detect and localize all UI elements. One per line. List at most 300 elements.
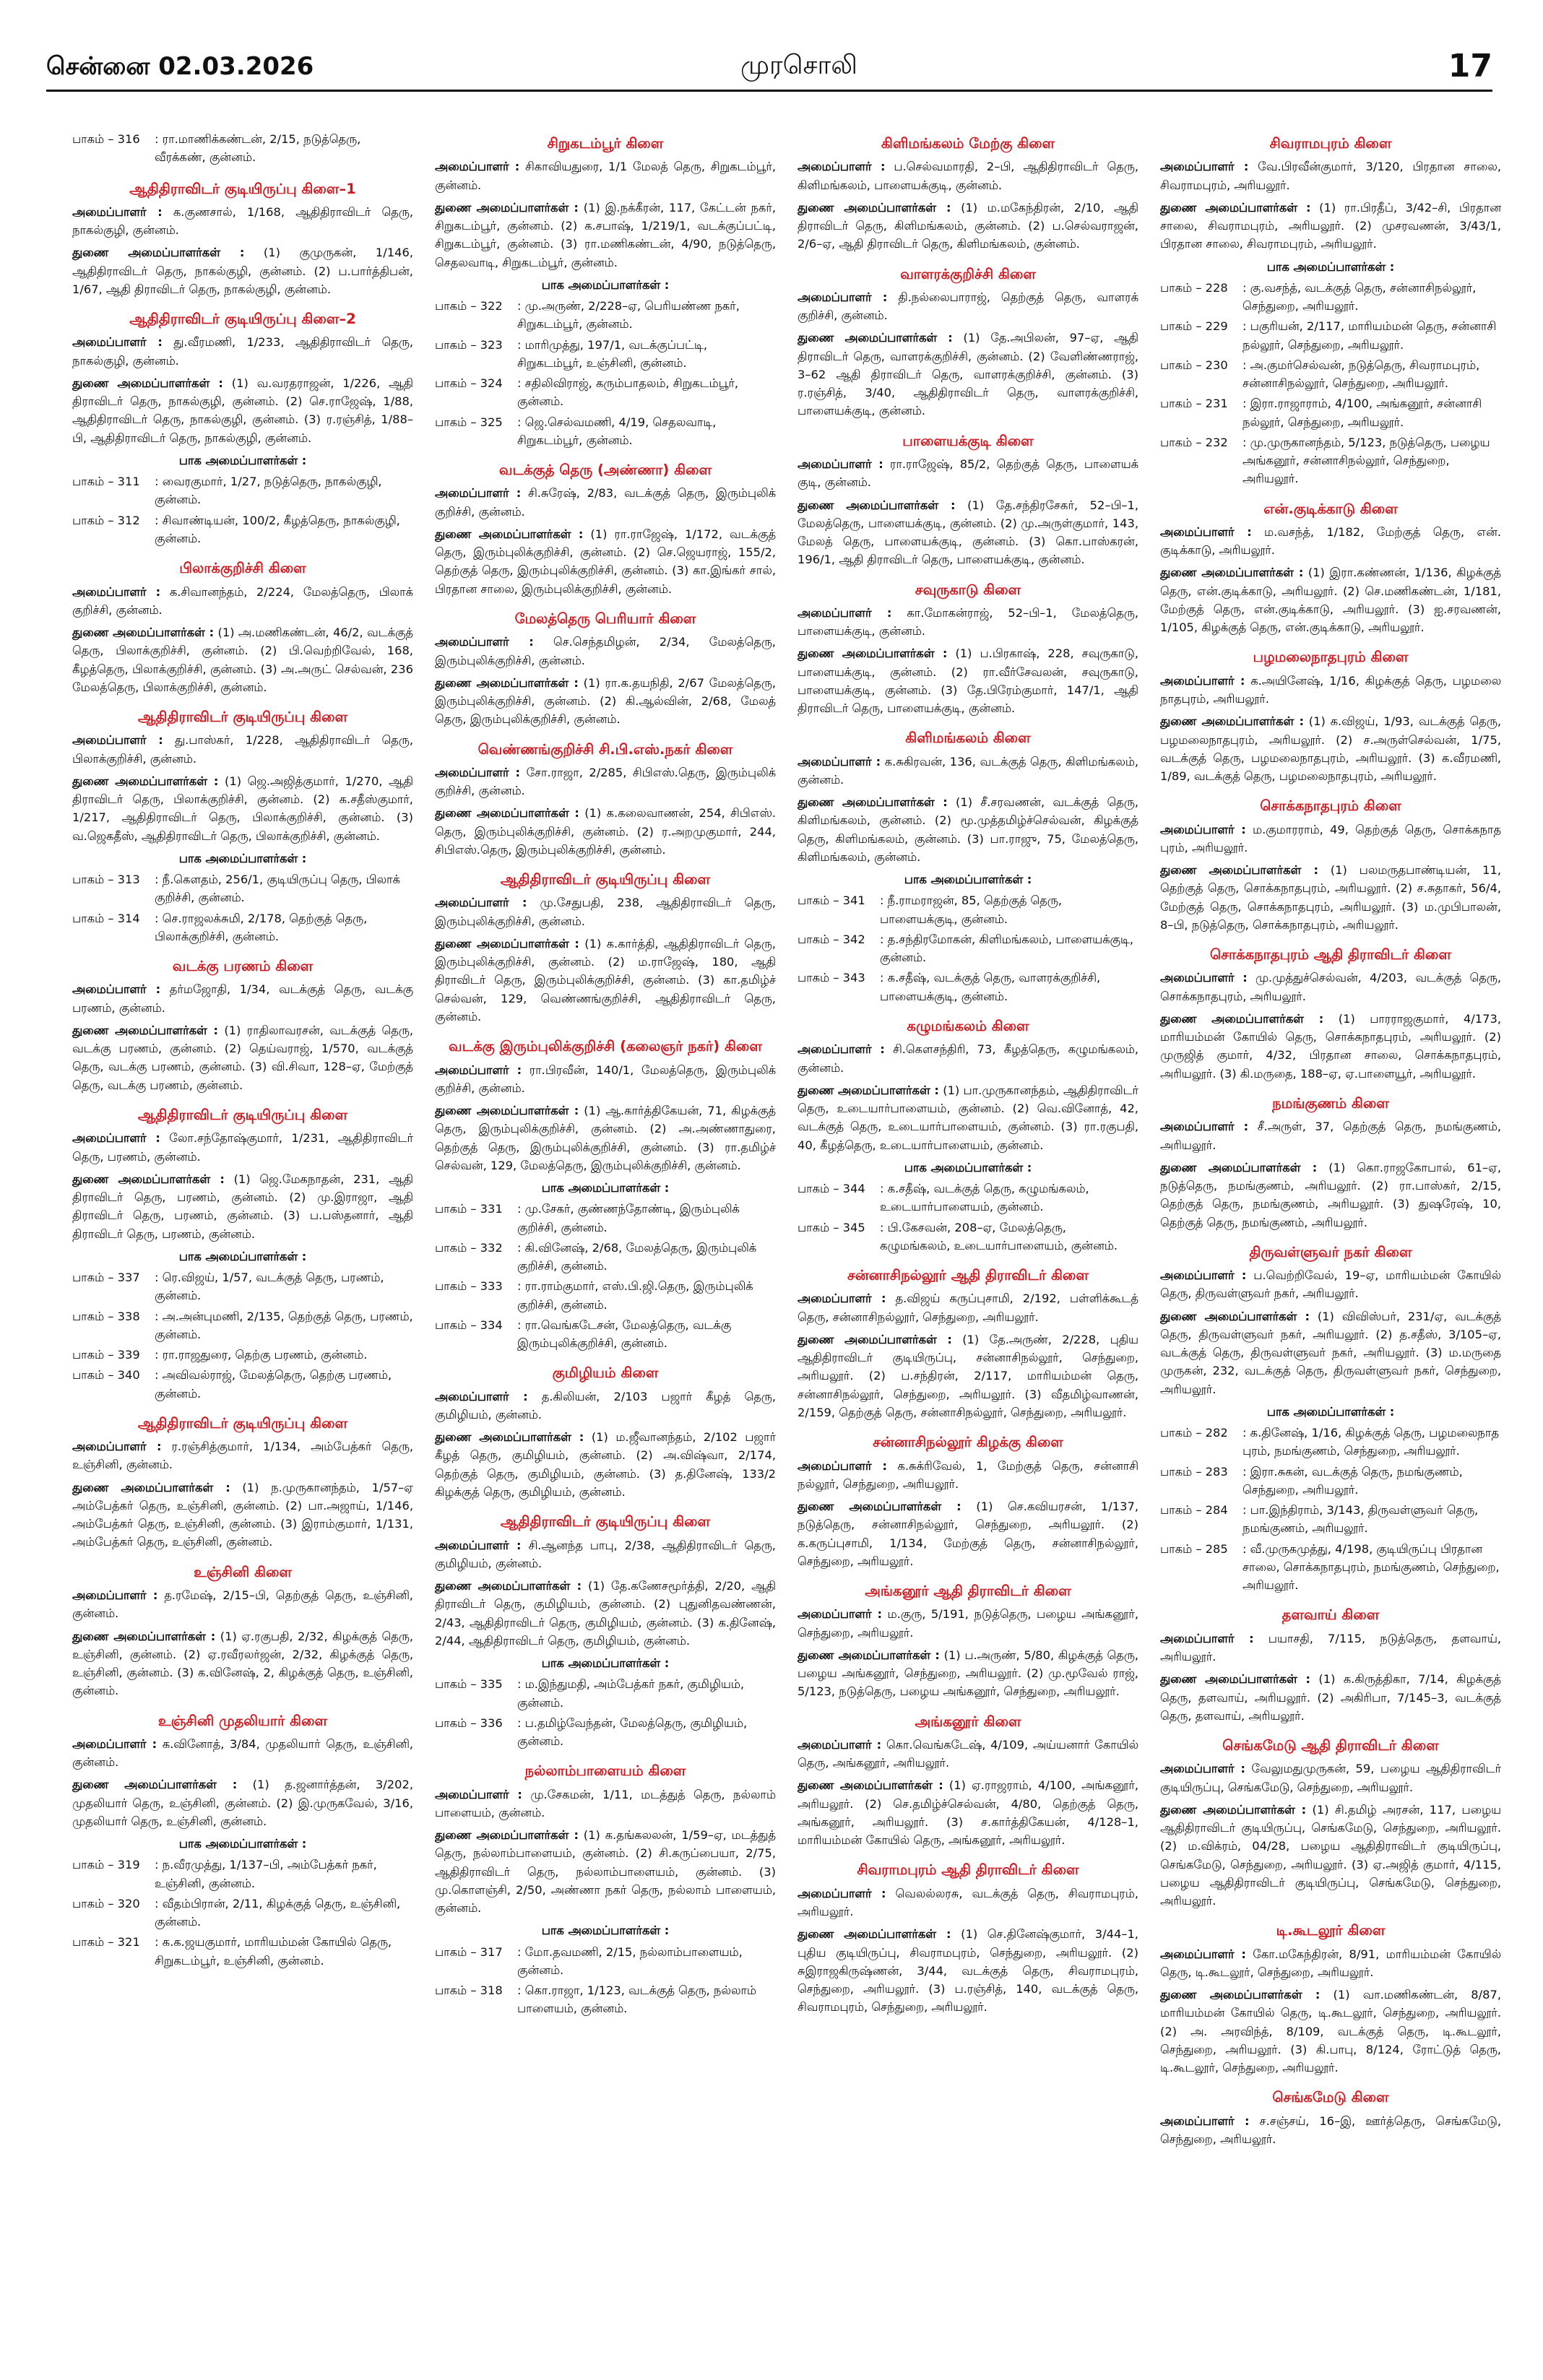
deputy-para [72,1775,413,1830]
paga-title: பாக அமைப்பாளர்கள் : [904,873,1032,887]
paga-number: பாகம் – 283 [1160,1464,1228,1479]
organizer-text: தர்மஜோதி, 1/34, வடக்குத் தெரு, வடக்கு பரணம், குன்னம். [72,982,413,1015]
organizer-para [798,1040,1138,1077]
paga-text: : பா.இந்திராம், 3/143, திருவள்ளுவர் தெரு, நமங்குணம், அரியலூர். [1242,1503,1479,1536]
organizer-label: அமைப்பாளர் : [72,584,161,599]
branch-section [72,310,413,548]
deputy-label: துணை அமைப்பாளர்கள் : [435,1104,579,1118]
paga-number: பாகம் – 232 [1160,435,1228,449]
branch-section [798,432,1138,569]
organizer-para [435,484,776,521]
organizer-text: த.கிலியன், 2/103 பஜார் கீழத் தெரு, குமிழியம், குன்னம். [435,1389,776,1421]
deputy-label: துணை அமைப்பாளர்கள் : [435,1430,584,1445]
paga-row [72,1856,413,1892]
organizer-label: அமைப்பாளர் : [72,982,161,997]
deputy-label: துணை அமைப்பாளர்கள் : [72,1629,216,1643]
deputy-text: (1) பலமருதபாண்டியன், 11, தெற்குத் தெரு, சொக்கநாதபுரம், அரியலூர். (2) ச.சுதாகர், 56/4, மேற்குத் தெரு, சொக்கநாதபுரம், அரியலூர். (3) ம.முபிபாலன், 8–பி, நடுத்தெரு, சொக்கநாதபுரம், அரியலூர். [1160,863,1501,932]
paga-row [72,511,413,548]
branch-heading: பிலாக்குறிச்சி கிளை [179,560,306,577]
branch-heading: அங்கனூர் ஆதி திராவிடர் கிளை [865,1583,1071,1599]
organizer-text: க.குணசால், 1/168, ஆதிதிராவிடர் தெரு, நாகல்குழி, குன்னம். [72,204,413,238]
organizer-label: அமைப்பாளர் : [72,335,163,350]
deputy-label: துணை அமைப்பாளர்கள் : [72,1778,238,1792]
organizer-text: ர.ரஞ்சித்குமார், 1/134, அம்பேத்கர் தெரு, உஞ்சினி, குன்னம். [72,1440,413,1472]
paga-text: : ஜெ.செல்வமணி, 4/19, செதலவாடி, சிறுகடம்பூர், குன்னம். [517,415,717,447]
deputy-text: (1) இ.நக்கீரன், 117, கேட்டன் நகர், சிறுகடம்பூர், குன்னம். (2) க.சபாஷ், 1/219/1, வடக்குப்பட்டி, சிறுகடம்பூர், குன்னம். (3) ரா.மணிகண்டன், 4/90, நடுத்தெரு, செதலவாடி, சிறுகடம்பூர், குன்னம். [435,200,776,269]
paga-text: : இரா.சுகன், வடக்குத் தெரு, நமங்குணம், செந்துறை, அரியலூர். [1242,1464,1463,1497]
paga-row [72,1307,413,1344]
paga-number: பாகம் – 230 [1160,358,1228,372]
paga-text: : பி.கேசவன், 208–ஏ, மேலத்தெரு, கழுமங்கலம், உடையார்பாளையம், குன்னம். [880,1220,1118,1252]
deputy-para [435,1102,776,1174]
branch-heading: கிளிமங்கலம் மேற்கு கிளை [881,135,1055,152]
branch-heading: கிளிமங்கலம் கிளை [905,730,1031,747]
paga-row [798,1180,1138,1216]
organizer-label: அமைப்பாளர் : [798,290,888,304]
branch-heading: சிவராமபுரம் கிளை [1269,135,1392,152]
organizer-para [72,731,413,768]
branch-section [1160,1243,1501,1595]
paga-row [435,374,776,411]
paga-text: : க.சதீஷ், வடக்குத் தெரு, கழுமங்கலம், உடையார்பாளையம், குன்னம். [880,1182,1089,1214]
deputy-label: துணை அமைப்பாளர்கள் : [1160,1672,1311,1687]
paga-row [435,297,776,334]
branch-section [1160,797,1501,934]
deputy-label: துணை அமைப்பாளர்கள் : [1160,1802,1307,1817]
paga-row [72,870,413,907]
branch-section [72,957,413,1094]
paga-text: : மோ.தவமணி, 2/15, நல்லாம்பாளையம், குன்னம். [517,1944,743,1977]
paga-number: பாகம் – 312 [72,513,140,527]
paga-row [435,1714,776,1751]
paga-title: பாக அமைப்பாளர்கள் : [541,1924,670,1938]
branch-heading: வடக்குத் தெரு (அண்ணா) கிளை [498,462,712,479]
organizer-text: ப.வெற்றிவேல், 19–ஏ, மாரியம்மன் கோயில் தெரு, திருவள்ளுவர் நகர், அரியலூர். [1160,1268,1501,1301]
organizer-para [1160,1760,1501,1796]
paga-text: : நீ.கௌதம், 256/1, குடியிருப்பு தெரு, பிலாக் குறிச்சி, குன்னம். [155,873,400,905]
branch-section [1160,2088,1501,2148]
organizer-text: தி.நல்லைபாராஜ், தெற்குத் தெரு, வாளரக் குறிச்சி, குன்னம். [798,290,1138,323]
paga-row [435,1316,776,1353]
branch-section [435,740,776,860]
paga-text: : ரா.ராஜதுரை, தெற்கு பரணம், குன்னம். [155,1348,368,1362]
organizer-para [798,1736,1138,1773]
branch-section [1160,134,1501,488]
organizer-label: அமைப்பாளர் : [798,1042,885,1057]
deputy-text: (1) இரா.கண்ணன், 1/136, கிழக்குத் தெரு, என்.குடிக்காடு, அரியலூர். (2) செ.மணிகண்டன், 1/181, மேற்குத் தெரு, என்.குடிக்காடு, அரியலூர். (3) ஐ.சரவணன், 1/105, கிழக்குத் தெரு, என்.குடிக்காடு, அரியலூர். [1160,566,1501,635]
branch-heading: சொக்கநாதபுரம் ஆதி திராவிடர் கிளை [1210,946,1451,964]
organizer-para [1160,2112,1501,2149]
paga-number: பாகம் – 336 [435,1715,503,1730]
branch-section [798,134,1138,254]
organizer-label: அமைப்பாளர் : [798,457,883,472]
paga-number: பாகம் – 343 [798,971,865,985]
organizer-label: அமைப்பாளர் : [798,754,881,769]
deputy-text: (1) ரா.ராஜேஷ், 1/172, வடக்குத் தெரு, இரும்புலிக்குறிச்சி, குன்னம். (2) செ.ஜெயராஜ், 155/2, தெற்குத் தெரு, இரும்புலிக்குறிச்சி, குன்னம். (3) கா.இங்கர் சால், பிரதான சாலை, இரும்புலிக்குறிச்சி, குன்னம். [435,527,776,596]
branch-heading: வாளரக்குறிச்சி கிளை [900,265,1036,282]
branch-heading: ஆதிதிராவிடர் குடியிருப்பு கிளை [137,1414,348,1432]
organizer-para [435,1786,776,1822]
paga-title: பாக அமைப்பாளர்கள் : [541,1656,670,1670]
organizer-para [435,1536,776,1573]
paga-row [1160,356,1501,393]
branch-heading: ஆதிதிராவிடர் குடியிருப்பு கிளை [137,709,348,726]
deputy-label: துணை அமைப்பாளர்கள் : [72,1172,225,1186]
deputy-text: (1) தே.கணேசமூர்த்தி, 2/20, ஆதி திராவிடர் தெரு, குமிழியம், குன்னம். (2) புதுனிதவண்ணன், 2/43, ஆதிதிராவிடர் தெரு, குமிழியம், குன்னம். (3) க.தினேஷ், 2/44, ஆதிதிராவிடர் தெரு, குமிழியம், குன்னம். [435,1579,776,1648]
organizer-para [1160,969,1501,1005]
organizer-text: க.அயினேஷ், 1/16, கிழக்குத் தெரு, பழமலை நாதபுரம், அரியலூர். [1160,673,1501,706]
deputy-para [72,374,413,447]
deputy-para [72,1021,413,1094]
branch-heading: ஆதிதிராவிடர் குடியிருப்பு கிளை [500,871,711,888]
deputy-text: (1) சீ.சரவணன், வடக்குத் தெரு, கிளிமங்கலம், குன்னம். (2) மூ.முத்தமிழ்ச்செல்வன், கிழக்குத் தெரு, கிளிமங்கலம், குன்னம். (3) பா.ராஜு, 75, மேலத்தெரு, கிளிமங்கலம், குன்னம். [798,795,1138,864]
deputy-text: (1) ந.முருகானந்தம், 1/57–ஏ அம்பேத்கர் தெரு, உஞ்சினி, குன்னம். (2) பா.அஜாய், 1/146, அம்பேத்கர் தெரு, உஞ்சினி, குன்னம். (3) இராம்குமார், 1/131, அம்பேத்கர் தெரு, உஞ்சினி, குன்னம். [72,1480,413,1549]
organizer-para [435,633,776,670]
deputy-para [72,243,413,298]
paga-row [1160,1540,1501,1595]
deputy-para [72,623,413,696]
organizer-label: அமைப்பாளர் : [1160,673,1245,688]
organizer-text: க.சுக்ரிவேல், 1, மேற்குத் தெரு, சன்னாசி நல்லூர், செந்துறை, அரியலூர். [798,1458,1138,1491]
deputy-text: (1) தே.அபிலன், 97–ஏ, ஆதி திராவிடர் தெரு, வாளரக்குறிச்சி, குன்னம். (2) வேளிண்ணராஜ், 3–62 ஆதி திராவிடர் தெரு, வாளரக்குறிச்சி, குன்னம். (3) ர.ரஞ்சித், 3/40, ஆதிதிராவிடர் தெரு, வாளரக்குறிச்சி, பாளையக்குடி, குன்னம். [798,331,1138,418]
organizer-label: அமைப்பாளர் : [435,765,520,779]
paga-number: பாகம் – 320 [72,1896,140,1911]
deputy-text: (1) ரா.க.தயநிதி, 2/67 மேலத்தெரு, இரும்புலிக்குறிச்சி, குன்னம். (2) கி.ஆல்வின், 2/68, மேலத் தெரு, இரும்புலிக்குறிச்சி, குன்னம். [435,675,776,727]
paga-number: பாகம் – 332 [435,1240,503,1255]
deputy-text: (1) தே.அருண், 2/228, புதிய ஆதிதிராவிடர் குடியிருப்பு, சன்னாசிநல்லூர், செந்துறை, அரியலூர். (2) ப.சந்திரன், 2/117, மாரியம்மன் தெரு, சன்னாசிநல்லூர், செந்துறை, அரியலூர். (3) வீதமிழ்வாணன், 2/159, தெற்குத் தெரு, சன்னாசிநல்லூர், செந்துறை, அரியலூர். [798,1332,1138,1419]
deputy-para [798,1776,1138,1849]
organizer-para [1160,1266,1501,1303]
branch-section [72,180,413,299]
paga-row [798,1219,1138,1255]
deputy-para [1160,1159,1501,1232]
header-rule [46,90,1492,92]
deputy-para [435,525,776,598]
organizer-para [1160,523,1501,560]
deputy-para [798,793,1138,866]
deputy-label: துணை அமைப்பாளர்கள் : [72,1480,230,1494]
organizer-label: அமைப்பாளர் : [798,605,892,620]
organizer-para [798,753,1138,789]
paga-title: பாக அமைப்பாளர்கள் : [1266,259,1395,274]
deputy-label: துணை அமைப்பாளர்கள் : [435,1579,582,1593]
branch-heading: சொக்கநாதபுரம் கிளை [1260,797,1401,815]
organizer-para [435,1388,776,1424]
organizer-label: அமைப்பாளர் : [1160,822,1246,836]
branch-section [72,1563,413,1700]
paga-number: பாகம் – 321 [72,1935,140,1950]
deputy-para [1160,861,1501,934]
deputy-label: துணை அமைப்பாளர்கள் : [435,806,579,821]
organizer-label: அமைப்பாளர் : [1160,2113,1250,2128]
branch-heading: சிறுகடம்பூர் கிளை [547,135,664,152]
deputy-text: (1) ஜெ.மேகநாதன், 231, ஆதி திராவிடர் தெரு, பரணம், குன்னம். (2) மு.இராஜா, ஆதி திராவிடர் தெரு, பரணம், குன்னம். (3) ப.பஸ்தனார், ஆதி திராவிடர் தெரு, பரணம், குன்னம். [72,1172,413,1241]
deputy-para [1160,1010,1501,1083]
branch-section [1160,1606,1501,1725]
deputy-para [1160,199,1501,254]
organizer-para [798,288,1138,325]
branch-section [72,1712,413,1970]
paga-number: பாகம் – 316 [72,132,140,146]
paga-number: பாகம் – 323 [435,337,503,352]
organizer-text: கோ.மகேந்திரன், 8/91, மாரியம்மன் கோயில் தெரு, டி.கூடலூர், செந்துறை, அரியலூர். [1160,1947,1501,1979]
paga-text: : கி.வினேஷ், 2/68, மேலத்தெரு, இரும்புலிக் குறிச்சி, குன்னம். [517,1240,757,1273]
deputy-para [1160,563,1501,636]
organizer-text: சோ.ராஜா, 2/285, சிபிஎஸ்.தெரு, இரும்புலிக் குறிச்சி, குன்னம். [435,765,776,798]
deputy-para [798,199,1138,254]
organizer-label: அமைப்பாளர் : [1160,1762,1245,1776]
organizer-label: அமைப்பாளர் : [1160,524,1252,539]
deputy-para [435,1428,776,1501]
organizer-label: அமைப்பாளர் : [435,1538,522,1552]
organizer-para [1160,1117,1501,1154]
deputy-para [1160,1307,1501,1398]
organizer-para [798,604,1138,641]
paga-number: பாகம் – 333 [435,1279,503,1294]
deputy-label: துணை அமைப்பாளர்கள் : [798,1927,951,1942]
organizer-text: ரா.பிரவீன், 140/1, மேலத்தெரு, இரும்புலிக் குறிச்சி, குன்னம். [435,1063,776,1095]
paga-number: பாகம் – 331 [435,1202,503,1216]
organizer-text: சிகாவியதுரை, 1/1 மேலத் தெரு, சிறுகடம்பூர், குன்னம். [435,160,776,192]
paga-number: பாகம் – 338 [72,1309,140,1323]
deputy-text: (1) ஆ.கார்த்திகேயன், 71, கிழக்குத் தெரு, இரும்புலிக்குறிச்சி, குன்னம். (2) அ.அண்ணாதுரை, தெற்குத் தெரு, இரும்புலிக்குறிச்சி, குன்னம். (3) ரா.தமிழ்ச் செல்வன், 129, மேலத்தெரு, இரும்புலிக்குறிச்சி, குன்னம். [435,1104,776,1172]
organizer-text: சி.கௌசந்திரி, 73, கீழத்தெரு, கழுமங்கலம், குன்னம். [798,1042,1138,1075]
paga-number: பாகம் – 340 [72,1368,140,1382]
organizer-label: அமைப்பாளர் : [1160,971,1248,985]
page-number: 17 [1448,48,1492,85]
organizer-label: அமைப்பாளர் : [435,1787,522,1801]
deputy-para [798,644,1138,717]
deputy-label: துணை அமைப்பாளர்கள் : [1160,200,1311,215]
branch-heading: சன்னாசிநல்லூர் ஆதி திராவிடர் கிளை [847,1267,1089,1284]
paga-text: : சிவாண்டியன், 100/2, கீழத்தெரு, நாகல்குழி, குன்னம். [155,513,400,545]
paga-number: பாகம் – 337 [72,1271,140,1285]
paga-title: பாக அமைப்பாளர்கள் : [178,1837,307,1851]
branch-section [435,134,776,449]
organizer-para [1160,1945,1501,1982]
organizer-label: அமைப்பாளர் : [72,1440,162,1454]
deputy-label: துணை அமைப்பாளர்கள் : [798,646,948,661]
organizer-para [72,1735,413,1772]
deputy-text: (1) வா.மணிகண்டன், 8/87, மாரியம்மன் கோயில் தெரு, டி.கூடலூர், செந்துறை, அரியலூர். (2) அ. அரவிந்த், 8/109, வடக்குத் தெரு, டி.கூடலூர், செந்துறை, அரியலூர். (3) கி.பாபு, 8/124, ரோட்டுத் தெரு, டி.கூடலூர், செந்துறை, அரியலூர். [1160,1988,1501,2075]
paga-text: : வைரகுமார், 1/27, நடுத்தெரு, நாகல்குழி, குன்னம். [155,475,382,507]
branch-section [1160,648,1501,785]
paga-text: : க.க.ஜயகுமார், மாரியம்மன் கோயில் தெரு, சிறுகடம்பூர், உஞ்சினி, குன்னம். [155,1935,392,1968]
deputy-text: (1) ம.ஜீவானந்தம், 2/102 பஜார் கீழத் தெரு, குமிழியம், குன்னம். (2) அ.விஷ்வா, 2/174, தெற்குத் தெரு, குமிழியம், குன்னம். (3) த.தினேஷ், 133/2 கிழக்குத் தெரு, குமிழியம், குன்னம். [435,1430,776,1499]
paga-row [435,1675,776,1712]
deputy-text: (1) செ.கவியரசன், 1/137, நடுத்தெரு, சன்னாசிநல்லூர், செந்துறை, அரியலூர். (2) க.கருப்புசாமி, 1/134, மேற்குத் தெரு, சன்னாசிநல்லூர், செந்துறை, அரியலூர். [798,1500,1138,1568]
organizer-para [72,333,413,370]
paga-number: பாகம் – 319 [72,1858,140,1872]
paga-row [435,1981,776,2018]
deputy-text: (1) ஜெ.அஜித்குமார், 1/270, ஆதி திராவிடர் தெரு, பிலாக்குறிச்சி, குன்னம். (2) க.சதீஸ்குமார், 1/217, ஆதிதிராவிடர் தெரு, பிலாக்குறிச்சி, குன்னம். (3) வ.ஜெகதீஸ், ஆதிதிராவிடர் தெரு, பிலாக்குறிச்சி, குன்னம். [72,774,413,843]
paga-row [72,1933,413,1970]
organizer-text: ம.வசந்த், 1/182, மேற்குத் தெரு, என். குடிக்காடு, அரியலூர். [1160,524,1501,558]
branch-heading: தளவாய் கிளை [1281,1606,1380,1624]
deputy-para [72,772,413,845]
paga-text: : அவிவல்ராஜ், மேலத்தெரு, தெற்கு பரணம், குன்னம். [155,1368,392,1401]
deputy-text: (1) க.கலைவாணன், 254, சிபிஎஸ். தெரு, இரும்புலிக்குறிச்சி, குன்னம். (2) ர.அறமுகுமார், 244, சிபிஎஸ்.தெரு, இரும்புலிக்குறிச்சி, குன்னம். [435,806,776,857]
branch-heading: என்.குடிக்காடு கிளை [1263,500,1398,517]
page-header [0,0,1543,85]
deputy-text: (1) அ.மணிகண்டன், 46/2, வடக்குத் தெரு, பிலாக்குறிச்சி, குன்னம். (2) பி.வெற்றிவேல், 168, கீழத்தெரு, பிலாக்குறிச்சி, குன்னம். (3) அ.அருட் செல்வன், 236 மேலத்தெரு, பிலாக்குறிச்சி, குன்னம். [72,626,413,694]
deputy-para [1160,1986,1501,2077]
paga-text: : மாரிமுத்து, 197/1, வடக்குப்பட்டி, சிறுகடம்பூர், உஞ்சினி, குன்னம். [517,337,708,370]
branch-heading: பாளையக்குடி கிளை [902,432,1034,449]
organizer-label: அமைப்பாளர் : [435,1389,528,1403]
column [1160,130,1501,2362]
organizer-para [1160,821,1501,857]
deputy-text: (1) பாரராஜகுமார், 4/173, மாரியம்மன் கோயில் தெரு, சொக்கநாதபுரம், அரியலூர். (2) முருஜித் குமார், 4/32, பிரதான சாலை, சொக்கநாதபுரம், அரியலூர். (3) கி.மருதை, 188–ஏ, ஏ.பாளையூர், அரியலூர். [1160,1011,1501,1081]
organizer-para [798,157,1138,194]
column [72,130,413,2362]
paga-row [435,1239,776,1276]
branch-heading: செங்கமேடு கிளை [1272,2089,1389,2106]
organizer-text: த.ரமேஷ், 2/15–பி, தெற்குத் தெரு, உஞ்சினி, குன்னம். [72,1588,413,1621]
paga-number: பாகம் – 318 [435,1983,503,1998]
paga-row [72,472,413,509]
paga-number: பாகம் – 342 [798,932,865,946]
branch-heading: ஆதிதிராவிடர் குடியிருப்பு கிளை [137,1106,348,1123]
deputy-label: துணை அமைப்பாளர்கள் : [1160,1160,1318,1174]
branch-section [1160,500,1501,637]
paga-row [1160,1501,1501,1538]
branch-heading: குமிழியம் கிளை [552,1364,659,1382]
organizer-para [435,763,776,800]
paga-number: பாகம் – 311 [72,475,140,489]
branch-section [798,265,1138,420]
paga-row [798,930,1138,967]
paga-number: பாகம் – 341 [798,893,865,908]
branch-heading: ஆதிதிராவிடர் குடியிருப்பு கிளை–1 [129,180,356,197]
organizer-label: அமைப்பாளர் : [798,1607,883,1622]
paga-text: : ரா.மாணிக்கண்டன், 2/15, நடுத்தெரு, வீரக்கண், குன்னம். [155,132,361,165]
paga-text: : அ.குமர்செல்வன், நடுத்தெரு, சிவராமபுரம், சன்னாசிநல்லூர், செந்துறை, அரியலூர். [1242,358,1480,391]
deputy-text: (1) செ.தினேஷ்குமார், 3/44–1, புதிய குடியிருப்பு, சிவராமபுரம், செந்துறை, அரியலூர். (2) சுஇராஜகிருஷ்ணன், 3/44, வடக்குத் தெரு, சிவராமபுரம், செந்துறை, அரியலூர். (3) ப.ரஞ்சித், 140, வடக்குத் தெரு, சிவராமபுரம், செந்துறை, அரியலூர். [798,1927,1138,2015]
branch-heading: திருவள்ளுவர் நகர் கிளை [1249,1243,1412,1260]
paga-row [798,891,1138,928]
paga-number: பாகம் – 313 [72,873,140,887]
paga-number: பாகம் – 282 [1160,1426,1228,1440]
paga-row [72,909,413,946]
branch-heading: சிவராமபுரம் ஆதி திராவிடர் கிளை [857,1861,1079,1879]
column [798,130,1138,2362]
paga-number: பாகம் – 285 [1160,1541,1228,1556]
organizer-text: மு.சேதுபதி, 238, ஆதிதிராவிடர் தெரு, இரும்புலிக்குறிச்சி, குன்னம். [435,896,776,928]
paga-number: பாகம் – 339 [72,1348,140,1362]
deputy-text: (1) ஏ.ரகுபதி, 2/32, கிழக்குத் தெரு, உஞ்சினி, குன்னம். (2) ஏ.ரவீரலர்ஜன், 2/32, கிழக்குத் தெரு, உஞ்சினி, குன்னம். (3) க.வினேஷ், 2, கிழக்குத் தெரு, உஞ்சினி, குன்னம். [72,1629,413,1698]
organizer-text: கா.மோகன்ராஜ், 52–பி–1, மேலத்தெரு, பாளையக்குடி, குன்னம். [798,605,1138,639]
deputy-para [435,804,776,859]
branch-section [798,729,1138,1005]
paga-row [72,1366,413,1403]
paga-row [435,1943,776,1980]
deputy-label: துணை அமைப்பாளர்கள் : [72,376,223,390]
organizer-para [1160,1630,1501,1666]
paga-text: : கு.வசந்த், வடக்குத் தெரு, சன்னாசிநல்லூர், செந்துறை, அரியலூர். [1242,280,1477,313]
paga-text: : அ.அன்புமணி, 2/135, தெற்குத் தெரு, பரணம், குன்னம். [155,1309,413,1341]
deputy-text: (1) ப.பிரகாஷ், 228, சவுருகாடு, பாளையக்குடி, குன்னம். (2) ரா.வீர்சேவலன், சவுருகாடு, பாளையக்குடி, குன்னம். (3) தே.பிரேம்குமார், 147/1, ஆதி திராவிடர் தெரு, பாளையக்குடி, குன்னம். [798,646,1138,716]
paga-row [1160,317,1501,354]
deputy-text: (1) ராதிலாவரசன், வடக்குத் தெரு, வடக்கு பரணம், குன்னம். (2) தெய்வராஜ், 1/570, வடக்குத் தெரு, வடக்கு பரணம், குன்னம். (3) வி.சிவா, 128–ஏ, மேற்குத் தெரு, வடக்கு பரணம், குன்னம். [72,1023,413,1092]
deputy-label: துணை அமைப்பாளர்கள் : [1160,1988,1321,2002]
branch-section [435,610,776,729]
deputy-label: துணை அமைப்பாளர்கள் : [1160,1309,1310,1323]
branch-heading: சன்னாசிநல்லூர் கிழக்கு கிளை [873,1434,1063,1451]
paga-row [72,1346,413,1364]
deputy-label: துணை அமைப்பாளர்கள் : [435,936,579,951]
deputy-para [72,1627,413,1700]
deputy-para [435,1826,776,1917]
branch-heading: பழமலைநாதபுரம் கிளை [1253,649,1409,666]
organizer-label: அமைப்பாளர் : [798,160,886,174]
paga-text: : சதிலிவிராஜ், கரும்பாதலம், சிறுகடம்பூர், குன்னம். [517,376,739,409]
organizer-text: க.சிவானந்தம், 2/224, மேலத்தெரு, பிலாக் குறிச்சி, குன்னம். [72,584,413,617]
organizer-para [1160,672,1501,709]
deputy-label: துணை அமைப்பாளர்கள் : [72,774,219,788]
organizer-label: அமைப்பாளர் : [72,204,163,219]
deputy-label: துணை அமைப்பாளர்கள் : [1160,714,1304,729]
organizer-para [798,1457,1138,1494]
deputy-para [798,1497,1138,1570]
paga-row [435,1277,776,1314]
branch-section [798,1266,1138,1421]
organizer-label: அமைப்பாளர் : [1160,1947,1246,1961]
deputy-text: (1) கொ.ராஜகோபால், 61–ஏ, நடுத்தெரு, நமங்குணம், அரியலூர். (2) ரா.பாஸ்கர், 2/15, தெற்குத் தெரு, நமங்குணம், அரியலூர். (3) துஷரேஷ், 10, தெற்குத் தெரு, நமங்குணம், அரியலூர். [1160,1160,1501,1229]
deputy-para [798,1081,1138,1154]
paga-title: பாக அமைப்பாளர்கள் : [541,1181,670,1195]
deputy-label: துணை அமைப்பாளர்கள் : [72,626,215,640]
organizer-text: து.வீரமணி, 1/233, ஆதிதிராவிடர் தெரு, நாகல்குழி, குன்னம். [72,335,413,368]
branch-section [435,1762,776,2017]
organizer-text: ரா.ராஜேஷ், 85/2, தெற்குத் தெரு, பாளையக் குடி, குன்னம். [798,457,1138,490]
deputy-label: துணை அமைப்பாளர்கள் : [435,200,579,215]
organizer-text: பயாசதி, 7/115, நடுத்தெரு, தளவாய், அரியலூர். [1160,1631,1501,1663]
paga-text: : ந.வீரமுத்து, 1/137–பி, அம்பேத்கர் நகர், உஞ்சினி, குன்னம். [155,1858,377,1890]
organizer-para [1160,157,1501,194]
deputy-text: (1) வ.வரதராஜன், 1/226, ஆதி திராவிடர் தெரு, நாகல்குழி, குன்னம். (2) செ.ராஜேஷ், 1/88, ஆதிதிராவிடர் தெரு, நாகல்குழி, குன்னம். (3) ர.ரஞ்சித், 1/88–பி, ஆதிதிராவிடர் தெரு, நாகல்குழி, குன்னம். [72,376,413,445]
organizer-label: அமைப்பாளர் : [798,1291,886,1306]
paga-number: பாகம் – 284 [1160,1503,1228,1518]
branch-heading: சவுருகாடு கிளை [915,581,1021,598]
paga-text: : பகுரியன், 2/117, மாரியம்மன் தெரு, சன்னாசி நல்லூர், செந்துறை, அரியலூர். [1242,319,1497,352]
deputy-label: துணை அமைப்பாளர்கள் : [798,1083,939,1097]
branch-section [435,1364,776,1501]
deputy-para [435,1577,776,1650]
deputy-label: துணை அமைப்பாளர்கள் : [1160,863,1318,878]
deputy-para [798,496,1138,569]
paga-row [72,1268,413,1305]
branch-heading: வெண்ணங்குறிச்சி சி.பி.எஸ்.நகர் கிளை [477,740,733,758]
paga-number: பாகம் – 229 [1160,319,1228,334]
deputy-text: (1) க.தங்கலலன், 1/59–ஏ, மடத்துத் தெரு, நல்லாம்பாளையம், குன்னம். (2) சி.கருப்பையா, 2/75, ஆதிதிராவிடர் தெரு, நல்லாம்பாளையம், குன்னம். (3) மு.கொளஞ்சி, 2/50, அண்ணா நகர் தெரு, நல்லாம் பாளையம், குன்னம். [435,1828,776,1916]
paga-number: பாகம் – 231 [1160,397,1228,411]
organizer-label: அமைப்பாளர் : [1160,1631,1254,1645]
organizer-label: அமைப்பாளர் : [1160,1268,1247,1283]
deputy-para [798,1925,1138,2016]
column-top-lines [72,130,413,167]
deputy-label: துணை அமைப்பாளர்கள் : [798,1332,952,1346]
deputy-label: துணை அமைப்பாளர்கள் : [798,1778,943,1793]
deputy-text: (1) க.கார்த்தி, ஆதிதிராவிடர் தெரு, இரும்புலிக்குறிச்சி, குன்னம். (2) ம.ராஜேஷ், 180, ஆதி திராவிடர் தெரு, இரும்புலிக்குறிச்சி, குன்னம். (3) கா.தமிழ்ச் செல்வன், 129, வெண்ணங்குறிச்சி, ஆதிதிராவிடர் தெரு, குன்னம். [435,936,776,1024]
branch-section [798,1017,1138,1255]
column [435,130,776,2362]
branch-section [1160,945,1501,1083]
organizer-text: சி.ஆனந்த பாபு, 2/38, ஆதிதிராவிடர் தெரு, குமிழியம், குன்னம். [435,1538,776,1570]
deputy-text: (1) பா.முருகானந்தம், ஆதிதிராவிடர் தெரு, உடையார்பாளையம், குன்னம். (2) வெ.வினோத், 42, வடக்குத் தெரு, உடையார்பாளையம், குன்னம். (3) ரா.ரகுபதி, 40, கீழத்தெரு, உடையார்பாளையம், குன்னம். [798,1083,1138,1152]
branch-section [72,1414,413,1552]
organizer-para [72,1586,413,1623]
